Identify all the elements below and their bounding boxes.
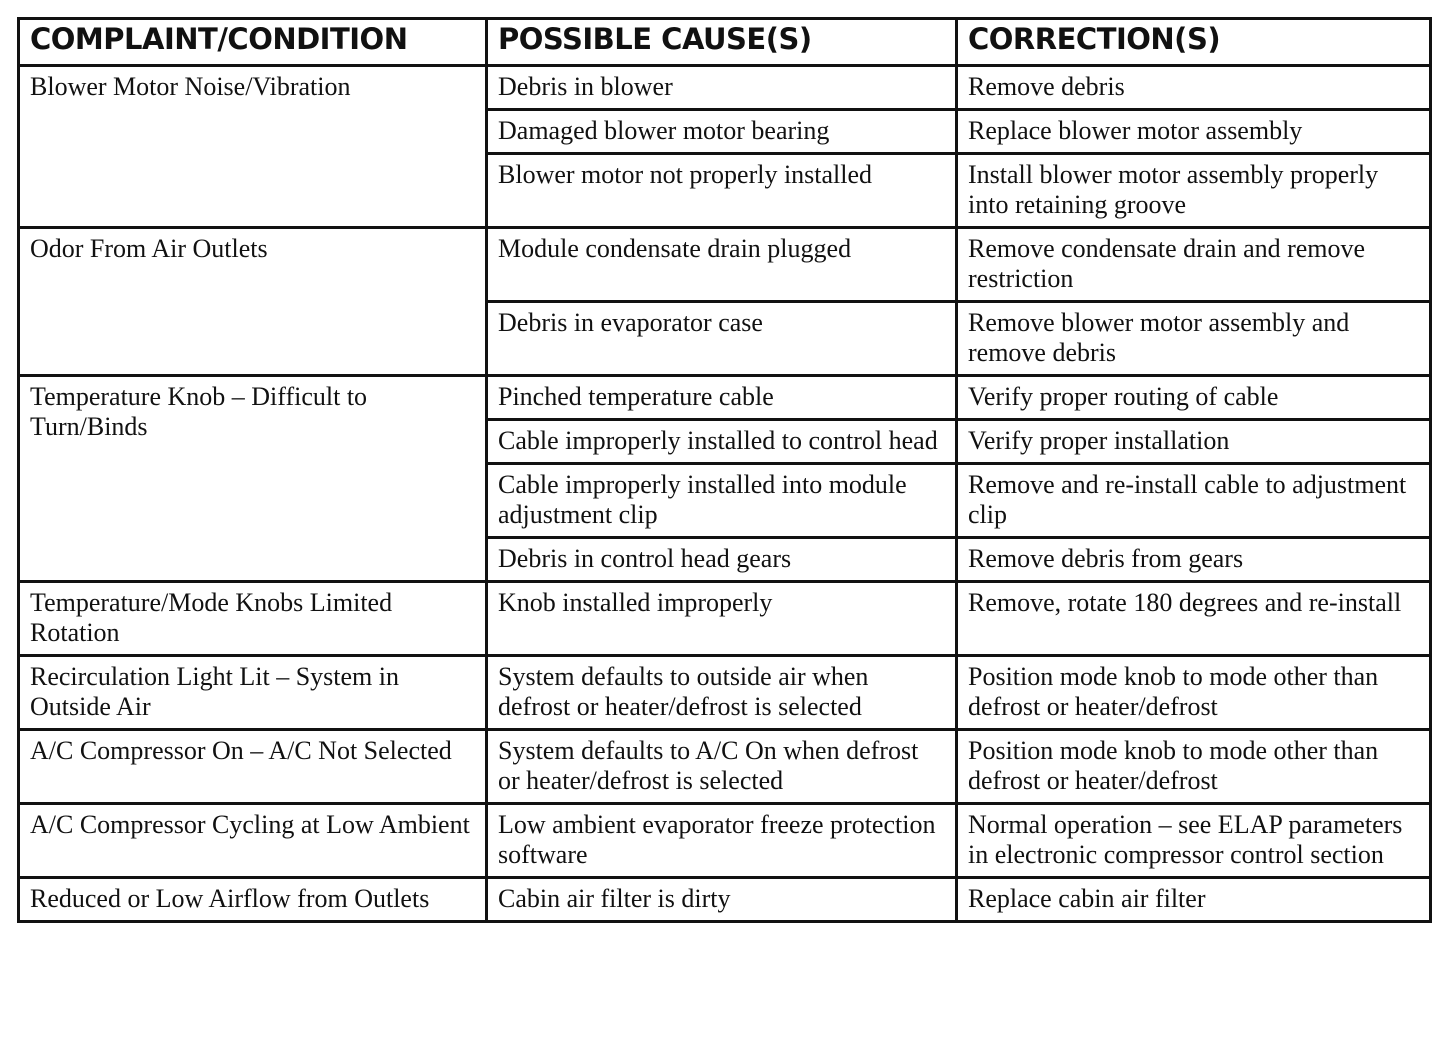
cause-cell: System defaults to A/C On when defrost or heater/defrost is selected <box>487 730 957 804</box>
table-row <box>19 878 1431 922</box>
correction-cell: Position mode knob to mode other than defrost or heater/defrost <box>957 730 1431 804</box>
cause-cell: Pinched temperature cable <box>487 376 957 420</box>
correction-cell: Remove, rotate 180 degrees and re-install <box>957 582 1431 656</box>
table-row <box>19 730 1431 804</box>
complaint-cell: A/C Compressor Cycling at Low Ambient <box>19 804 487 878</box>
table-row <box>19 66 1431 110</box>
table-row <box>19 656 1431 730</box>
cause-cell: Debris in blower <box>487 66 957 110</box>
cause-cell: Blower motor not properly installed <box>487 154 957 228</box>
correction-cell: Install blower motor assembly properly into retaining groove <box>957 154 1431 228</box>
correction-cell: Replace cabin air filter <box>957 878 1431 922</box>
table-row <box>19 376 1431 420</box>
cause-cell: Cable improperly installed into module adjustment clip <box>487 464 957 538</box>
table-row <box>19 582 1431 656</box>
complaint-cell: A/C Compressor On – A/C Not Selected <box>19 730 487 804</box>
complaint-cell: Recirculation Light Lit – System in Outside Air <box>19 656 487 730</box>
table-row <box>19 228 1431 302</box>
correction-cell: Remove debris from gears <box>957 538 1431 582</box>
cause-cell: Module condensate drain plugged <box>487 228 957 302</box>
complaint-cell: Blower Motor Noise/Vibration <box>19 66 487 228</box>
correction-cell: Remove condensate drain and remove restriction <box>957 228 1431 302</box>
diagnosis-table <box>17 17 1432 923</box>
cause-cell: System defaults to outside air when defrost or heater/defrost is selected <box>487 656 957 730</box>
correction-cell: Remove and re-install cable to adjustment clip <box>957 464 1431 538</box>
correction-cell: Remove debris <box>957 66 1431 110</box>
header-correction: CORRECTION(S) <box>957 19 1431 66</box>
table-row <box>19 804 1431 878</box>
cause-cell: Cabin air filter is dirty <box>487 878 957 922</box>
correction-cell: Verify proper routing of cable <box>957 376 1431 420</box>
complaint-cell: Reduced or Low Airflow from Outlets <box>19 878 487 922</box>
correction-cell: Replace blower motor assembly <box>957 110 1431 154</box>
cause-cell: Low ambient evaporator freeze protection software <box>487 804 957 878</box>
correction-cell: Remove blower motor assembly and remove debris <box>957 302 1431 376</box>
cause-cell: Damaged blower motor bearing <box>487 110 957 154</box>
correction-cell: Position mode knob to mode other than defrost or heater/defrost <box>957 656 1431 730</box>
cause-cell: Debris in evaporator case <box>487 302 957 376</box>
complaint-cell: Temperature Knob – Difficult to Turn/Binds <box>19 376 487 582</box>
complaint-cell: Temperature/Mode Knobs Limited Rotation <box>19 582 487 656</box>
header-row <box>19 19 1431 66</box>
table-body <box>19 66 1431 922</box>
correction-cell: Normal operation – see ELAP parameters in electronic compressor control section <box>957 804 1431 878</box>
cause-cell: Debris in control head gears <box>487 538 957 582</box>
table-header <box>19 19 1431 66</box>
complaint-cell: Odor From Air Outlets <box>19 228 487 376</box>
cause-cell: Knob installed improperly <box>487 582 957 656</box>
header-complaint: COMPLAINT/CONDITION <box>19 19 487 66</box>
cause-cell: Cable improperly installed to control head <box>487 420 957 464</box>
header-cause: POSSIBLE CAUSE(S) <box>487 19 957 66</box>
correction-cell: Verify proper installation <box>957 420 1431 464</box>
